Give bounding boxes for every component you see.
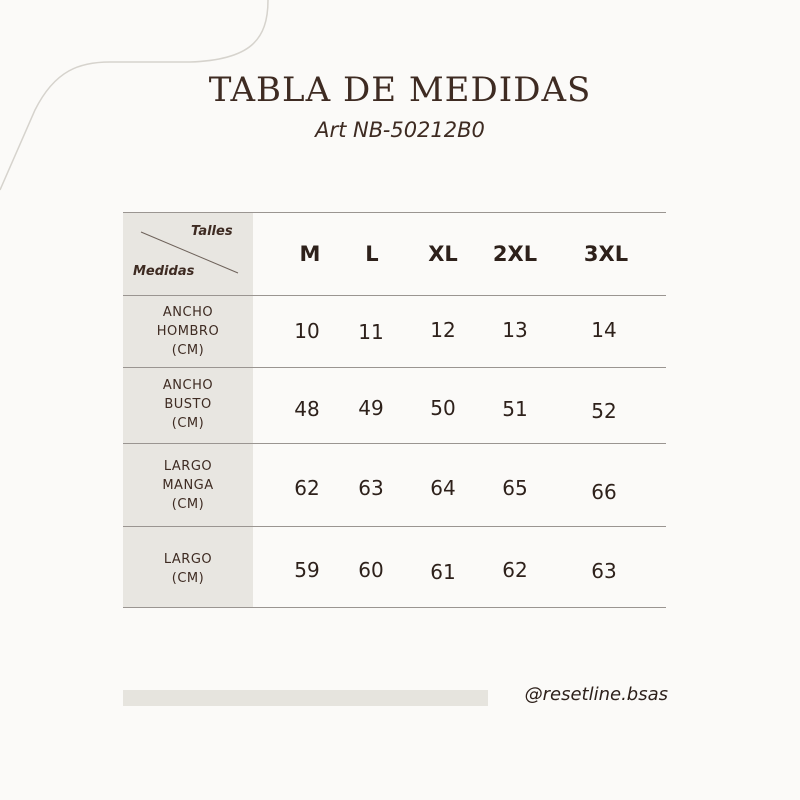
table-cell: 62 [502, 558, 528, 582]
table-cell: 63 [358, 476, 384, 500]
table-divider [123, 443, 666, 444]
table-divider [123, 295, 666, 296]
size-header: 2XL [492, 242, 538, 266]
table-cell: 52 [591, 399, 617, 423]
table-divider [123, 367, 666, 368]
corner-label-talles: Talles [191, 224, 233, 239]
row-label-ancho-hombro: ANCHO HOMBRO (CM) [156, 305, 220, 358]
table-cell: 60 [358, 558, 384, 582]
article-code: Art NB-50212B0 [315, 118, 485, 142]
row-label-largo-manga: LARGO MANGA (CM) [162, 459, 214, 512]
size-header: M [299, 242, 321, 266]
table-cell: 63 [591, 559, 617, 583]
table-cell: 62 [294, 476, 320, 500]
table-cell: 49 [358, 396, 384, 420]
table-cell: 51 [502, 397, 528, 421]
decorative-bar [123, 690, 488, 706]
row-label-largo: LARGO (CM) [163, 552, 213, 586]
size-table [123, 212, 666, 608]
table-cell: 48 [294, 397, 320, 421]
size-header: L [365, 242, 379, 266]
table-cell: 11 [358, 320, 384, 344]
table-cell: 64 [430, 476, 456, 500]
table-cell: 65 [502, 476, 528, 500]
table-cell: 61 [430, 560, 456, 584]
size-header: 3XL [583, 242, 629, 266]
table-cell: 14 [591, 318, 617, 342]
table-divider [123, 607, 666, 608]
table-divider [123, 526, 666, 527]
social-handle: @resetline.bsas [524, 684, 668, 705]
table-cell: 13 [502, 318, 528, 342]
table-cell: 50 [430, 396, 456, 420]
corner-label-medidas: Medidas [133, 264, 195, 279]
row-label-ancho-busto: ANCHO BUSTO (CM) [162, 378, 214, 431]
table-cell: 10 [294, 319, 320, 343]
table-cell: 12 [430, 318, 456, 342]
table-cell: 59 [294, 558, 320, 582]
table-cell: 66 [591, 480, 617, 504]
page-title: TABLA DE MEDIDAS [208, 70, 592, 110]
size-header: XL [428, 242, 458, 266]
